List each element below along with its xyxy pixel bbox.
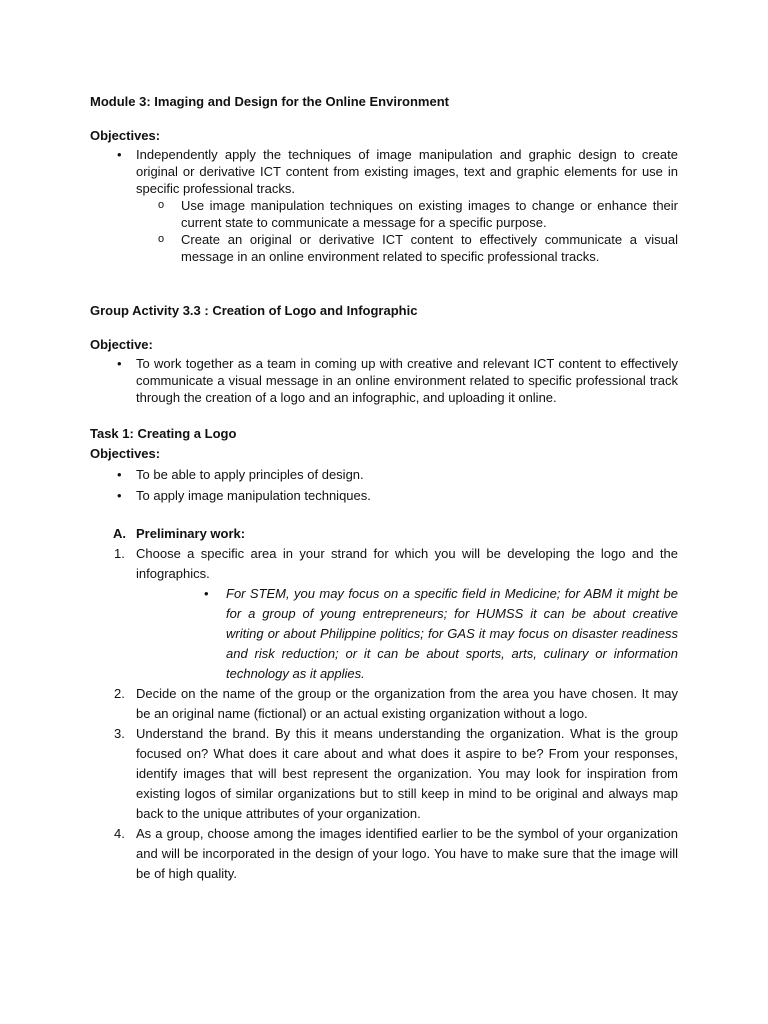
list-item: 2. Decide on the name of the group or the organization from the area you have chosen. It may be an original name (fictional) or an actual existing organization without a logo. (114, 686, 678, 721)
list-item: o Create an original or derivative ICT content to effectively communicate a visual message in an online environment related to specific professional tracks. (158, 232, 678, 264)
steps-list (90, 544, 678, 584)
activity-objectives-list (90, 355, 678, 406)
module-sub-objectives-list (90, 197, 678, 265)
prelim-letter: A. (113, 526, 126, 541)
bullet-icon: • (117, 356, 122, 371)
step-number: 1. (114, 546, 125, 561)
list-item: o Use image manipulation techniques on existing images to change or enhance their current state to communicate a message for a specific purpose. (158, 198, 678, 230)
list-item: • To be able to apply principles of design. (90, 464, 678, 485)
bullet-icon: • (117, 147, 122, 162)
bullet-icon: • (204, 586, 209, 601)
circle-bullet-icon: o (158, 233, 165, 245)
bullet-icon: • (117, 488, 122, 503)
step1-note-list (90, 584, 678, 684)
circle-bullet-icon: o (158, 199, 165, 211)
task-title: Task 1: Creating a Logo (90, 426, 237, 441)
list-item: • Independently apply the techniques of image manipulation and graphic design to create original or derivative ICT content from existing images, text and graphic elements for use in specific professional tracks. (117, 147, 678, 196)
step-number: 3. (114, 726, 125, 741)
step-number: 4. (114, 826, 125, 841)
list-item: 3. Understand the brand. By this it means understanding the organization. What is the group focused on? What does it care about and what does it aspire to be? From your responses, identify images that will best represent the organization. You may look for inspiration from existing logos of similar organizations but to still keep in mind to be original and always map back to the unique attributes of your organization. (114, 726, 678, 821)
task-objectives-heading: Objectives: (90, 446, 161, 461)
list-item: • To work together as a team in coming up with creative and relevant ICT content to effectively communicate a visual message in an online environment related to specific professional track through the creation of a logo and an infographic, and uploading it online. (117, 356, 678, 405)
list-item: 1. Choose a specific area in your strand for which you will be developing the logo and the infographics. (114, 546, 678, 581)
document-page (90, 92, 678, 884)
module-objectives-list (90, 146, 678, 197)
bullet-icon: • (117, 467, 122, 482)
task-objectives-list (90, 464, 678, 506)
module-title: Module 3: Imaging and Design for the Online Environment (90, 94, 449, 109)
step-number: 2. (114, 686, 125, 701)
list-item: • To apply image manipulation techniques. (90, 485, 678, 506)
prelim-heading: A. Preliminary work: (90, 524, 678, 544)
list-item: 4. As a group, choose among the images identified earlier to be the symbol of your organization and will be incorporated in the design of your logo. You have to make sure that the image will be of high quality. (114, 826, 678, 881)
activity-objective-heading: Objective: (90, 337, 153, 352)
objectives-heading: Objectives: (90, 128, 161, 143)
activity-title: Group Activity 3.3 : Creation of Logo and Infographic (90, 303, 418, 318)
list-item: • For STEM, you may focus on a specific field in Medicine; for ABM it might be for a group of young entrepreneurs; for HUMSS it can be about creative writing or about Philippine politics; for GAS it may focus on disaster readiness and risk reduction; or it can be about sports, arts, culinary or information technology as it applies. (204, 586, 678, 681)
steps-list-continued (90, 684, 678, 884)
